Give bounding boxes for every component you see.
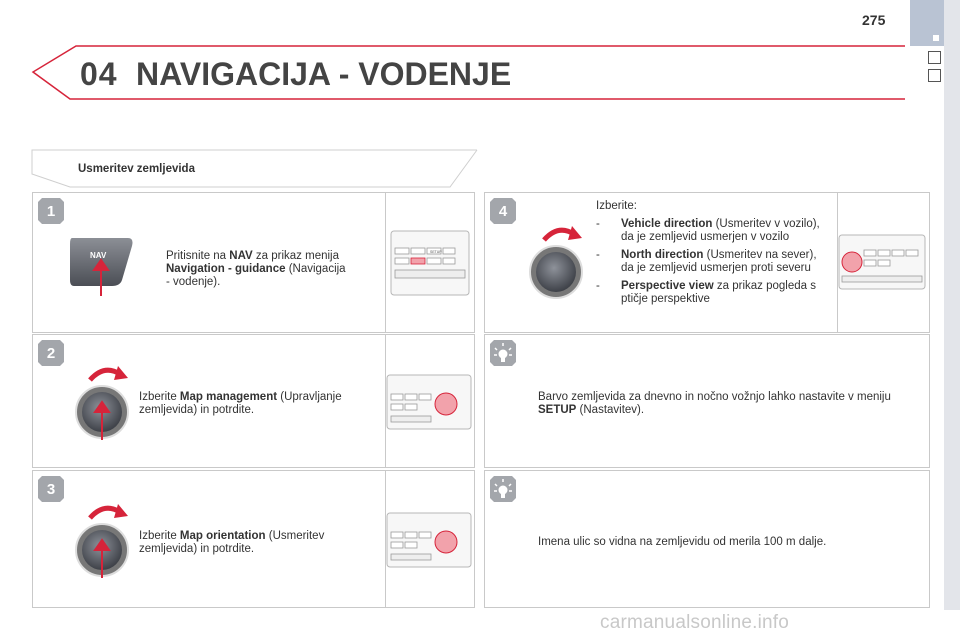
header-frame — [0, 0, 960, 110]
step-3-badge — [38, 476, 64, 502]
radio-panel-illustration-4 — [838, 234, 926, 290]
step-2-text: Izberite Map management (Upravljanje zemljevida) in potrdite. — [139, 391, 342, 416]
tip-street-names-text: Imena ulic so vidna na zemljevidu od merila 100 m dalje. — [538, 536, 827, 548]
orientation-options-list — [596, 218, 828, 306]
nav-button-illustration — [68, 236, 138, 300]
nav-button-label: NAV — [90, 251, 107, 260]
chapter-title: NAVIGACIJA - VODENJE — [136, 56, 512, 92]
tip-setup-text: Barvo zemljevida za dnevno in nočno vožnjo lahko nastavite v meniju SETUP (Nastavitev). — [538, 391, 891, 416]
lightbulb-icon — [490, 476, 516, 502]
rotary-knob-illustration-3 — [68, 500, 138, 580]
step-4-badge — [490, 198, 516, 224]
step-2-badge-number: 2 — [46, 345, 56, 362]
option-vehicle-direction: - Vehicle direction (Usmeritev v vozilo), da je zemljevid usmerjen v vozilo — [596, 218, 820, 243]
step-1-text: Pritisnite na NAV za prikaz menija Navigation - guidance (Navigacija - vodenje). — [166, 250, 346, 288]
step-1-badge — [38, 198, 64, 224]
option-north-direction: - North direction (Usmeritev na sever), da je zemljevid usmerjen proti severu — [596, 249, 817, 274]
chapter-number: 04 — [80, 56, 118, 92]
page-number: 275 — [862, 12, 886, 28]
radio-panel-illustration-3 — [386, 512, 472, 568]
step-3-text: Izberite Map orientation (Usmeritev zemljevida) in potrdite. — [139, 530, 325, 555]
radio-setup-label: SETUP — [430, 250, 442, 254]
rotary-knob-illustration-4 — [522, 222, 592, 302]
radio-panel-illustration-1 — [390, 230, 470, 296]
rotary-knob-illustration-2 — [68, 362, 138, 442]
step-1-badge-number: 1 — [46, 203, 56, 220]
radio-panel-illustration-2 — [386, 374, 472, 430]
section-title: Usmeritev zemljevida — [78, 163, 195, 175]
option-perspective-view: - Perspective view za prikaz pogleda s ptičje perspektive — [596, 280, 816, 305]
lightbulb-icon — [490, 340, 516, 366]
step-4-text — [596, 200, 828, 306]
step-4-badge-number: 4 — [498, 203, 508, 220]
step-4-intro: Izberite: — [596, 200, 637, 212]
step-2-badge — [38, 340, 64, 366]
step-3-badge-number: 3 — [46, 481, 56, 498]
watermark: carmanualsonline.info — [600, 612, 790, 633]
